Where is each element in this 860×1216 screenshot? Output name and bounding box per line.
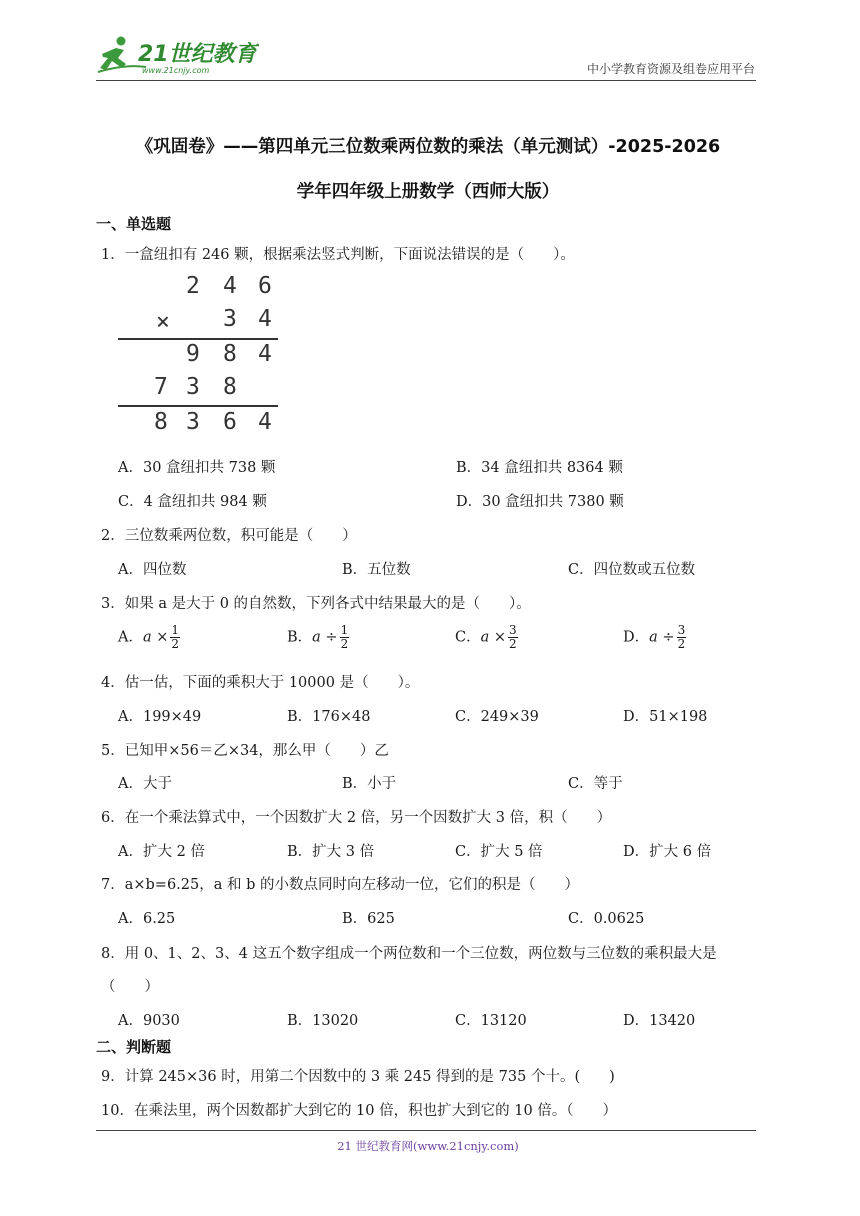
- fraction: [340, 624, 350, 651]
- math-op: ÷: [662, 629, 675, 646]
- fraction-numerator: 1: [171, 623, 180, 637]
- math-op: ÷: [325, 629, 338, 646]
- q7-option-c: C．0.0625: [568, 911, 645, 927]
- vm-times-sign: ×: [156, 309, 170, 335]
- q6-option-b: B．扩大 3 倍: [287, 844, 375, 860]
- question-6-stem: 6．在一个乘法算式中，一个因数扩大 2 倍，另一个因数扩大 3 倍，积（ ）: [101, 810, 612, 826]
- fraction-numerator: 1: [340, 623, 349, 637]
- q3-option-b: [287, 624, 349, 651]
- vertical-multiplication: [118, 273, 280, 439]
- fraction-denominator: 2: [340, 637, 349, 651]
- vm-digit: 9: [186, 341, 200, 367]
- q2-option-b: B．五位数: [342, 562, 411, 578]
- question-2-stem: 2．三位数乘两位数，积可能是（ ）: [101, 528, 357, 544]
- vm-digit: 3: [186, 374, 200, 400]
- question-1-stem: 1．一盒纽扣有 246 颗，根据乘法竖式判断，下面说法错误的是（ ）。: [101, 247, 575, 263]
- logo-url: www.21cnjy.com: [142, 66, 210, 75]
- q4-option-a: A．199×49: [118, 709, 202, 725]
- math-op: ×: [493, 629, 507, 646]
- fraction-denominator: 2: [171, 637, 180, 651]
- option-label: C．: [455, 629, 481, 646]
- vm-digit: 4: [258, 341, 272, 367]
- page-title-line2: 学年四年级上册数学（西师大版）: [296, 182, 560, 202]
- q6-option-a: A．扩大 2 倍: [118, 844, 205, 860]
- vm-digit: 4: [258, 409, 272, 435]
- option-label: A．: [118, 629, 143, 646]
- question-10-stem: 10．在乘法里，两个因数都扩大到它的 10 倍，积也扩大到它的 10 倍。（ ）: [101, 1103, 618, 1119]
- q2-option-c: C．四位数或五位数: [568, 562, 696, 578]
- q7-option-b: B．625: [342, 911, 395, 927]
- vm-digit: 8: [223, 374, 237, 400]
- q8-option-c: C．13120: [455, 1013, 527, 1029]
- vm-digit: 6: [258, 273, 272, 299]
- vm-digit: 8: [154, 409, 168, 435]
- site-logo: [94, 34, 259, 78]
- question-8-stem-continued: （ ）: [101, 979, 159, 995]
- fraction: [677, 624, 687, 651]
- option-label: B．: [287, 629, 313, 646]
- math-op: ×: [156, 629, 169, 646]
- vm-digit: 4: [258, 306, 272, 332]
- page-title-line1: 《巩固卷》——第四单元三位数乘两位数的乘法（单元测试）-2025-2026: [135, 137, 721, 157]
- fraction: [508, 624, 518, 651]
- vm-divider-line: [118, 405, 278, 407]
- question-7-stem: 7．a×b=6.25，a 和 b 的小数点同时向左移动一位，它们的积是（ ）: [101, 877, 579, 893]
- section-heading-judge: 二、判断题: [96, 1038, 172, 1056]
- vm-digit: 7: [154, 374, 168, 400]
- q1-option-b: B．34 盒纽扣共 8364 颗: [456, 460, 623, 476]
- q8-option-b: B．13020: [287, 1013, 359, 1029]
- option-label: D．: [623, 629, 650, 646]
- q6-option-c: C．扩大 5 倍: [455, 844, 543, 860]
- footer-text: 21 世纪教育网(www.21cnjy.com): [337, 1139, 519, 1153]
- vm-divider-line: [118, 338, 278, 340]
- question-5-stem: 5．已知甲×56＝乙×34，那么甲（ ）乙: [101, 743, 389, 759]
- footer-divider: [96, 1130, 756, 1131]
- math-var: a: [142, 629, 152, 646]
- math-var: a: [480, 629, 490, 646]
- vm-digit: 3: [186, 409, 200, 435]
- q8-option-a: A．9030: [118, 1013, 180, 1029]
- q3-option-d: [623, 624, 686, 651]
- q4-option-c: C．249×39: [455, 709, 539, 725]
- section-heading-single-choice: 一、单选题: [96, 215, 172, 233]
- q2-option-a: A．四位数: [118, 562, 187, 578]
- fraction-numerator: 3: [509, 623, 517, 637]
- q1-option-d: D．30 盒纽扣共 7380 颗: [456, 494, 624, 510]
- q5-option-a: A．大于: [118, 776, 172, 792]
- fraction: [170, 624, 180, 651]
- vm-digit: 6: [223, 409, 237, 435]
- q1-option-c: C．4 盒纽扣共 984 颗: [118, 494, 267, 510]
- fraction-denominator: 2: [509, 637, 517, 651]
- q4-option-b: B．176×48: [287, 709, 371, 725]
- question-3-stem: 3．如果 a 是大于 0 的自然数，下列各式中结果最大的是（ ）。: [101, 596, 531, 612]
- header-divider: [96, 80, 756, 81]
- header-platform-text: 中小学教育资源及组卷应用平台: [586, 62, 755, 76]
- q4-option-d: D．51×198: [623, 709, 708, 725]
- fraction-denominator: 2: [677, 637, 686, 651]
- vm-digit: 8: [223, 341, 237, 367]
- q6-option-d: D．扩大 6 倍: [623, 844, 712, 860]
- question-9-stem: 9．计算 245×36 时，用第二个因数中的 3 乘 245 得到的是 735 个十。( ): [101, 1069, 615, 1085]
- q7-option-a: A．6.25: [118, 911, 176, 927]
- vm-digit: 4: [223, 273, 237, 299]
- logo-text: 21世纪教育: [138, 42, 257, 67]
- math-var: a: [649, 629, 658, 646]
- vm-digit: 3: [223, 306, 237, 332]
- fraction-numerator: 3: [677, 623, 686, 637]
- question-8-stem: 8．用 0、1、2、3、4 这五个数字组成一个两位数和一个三位数，两位数与三位数的乘积最大是: [101, 946, 717, 962]
- q3-option-a: [118, 624, 180, 651]
- q3-option-c: [455, 624, 518, 651]
- q5-option-b: B．小于: [342, 776, 397, 792]
- question-4-stem: 4．估一估，下面的乘积大于 10000 是（ ）。: [101, 675, 420, 691]
- q1-option-a: A．30 盒纽扣共 738 颗: [118, 460, 276, 476]
- math-var: a: [312, 629, 321, 646]
- q8-option-d: D．13420: [623, 1013, 696, 1029]
- vm-digit: 2: [186, 273, 200, 299]
- q5-option-c: C．等于: [568, 776, 623, 792]
